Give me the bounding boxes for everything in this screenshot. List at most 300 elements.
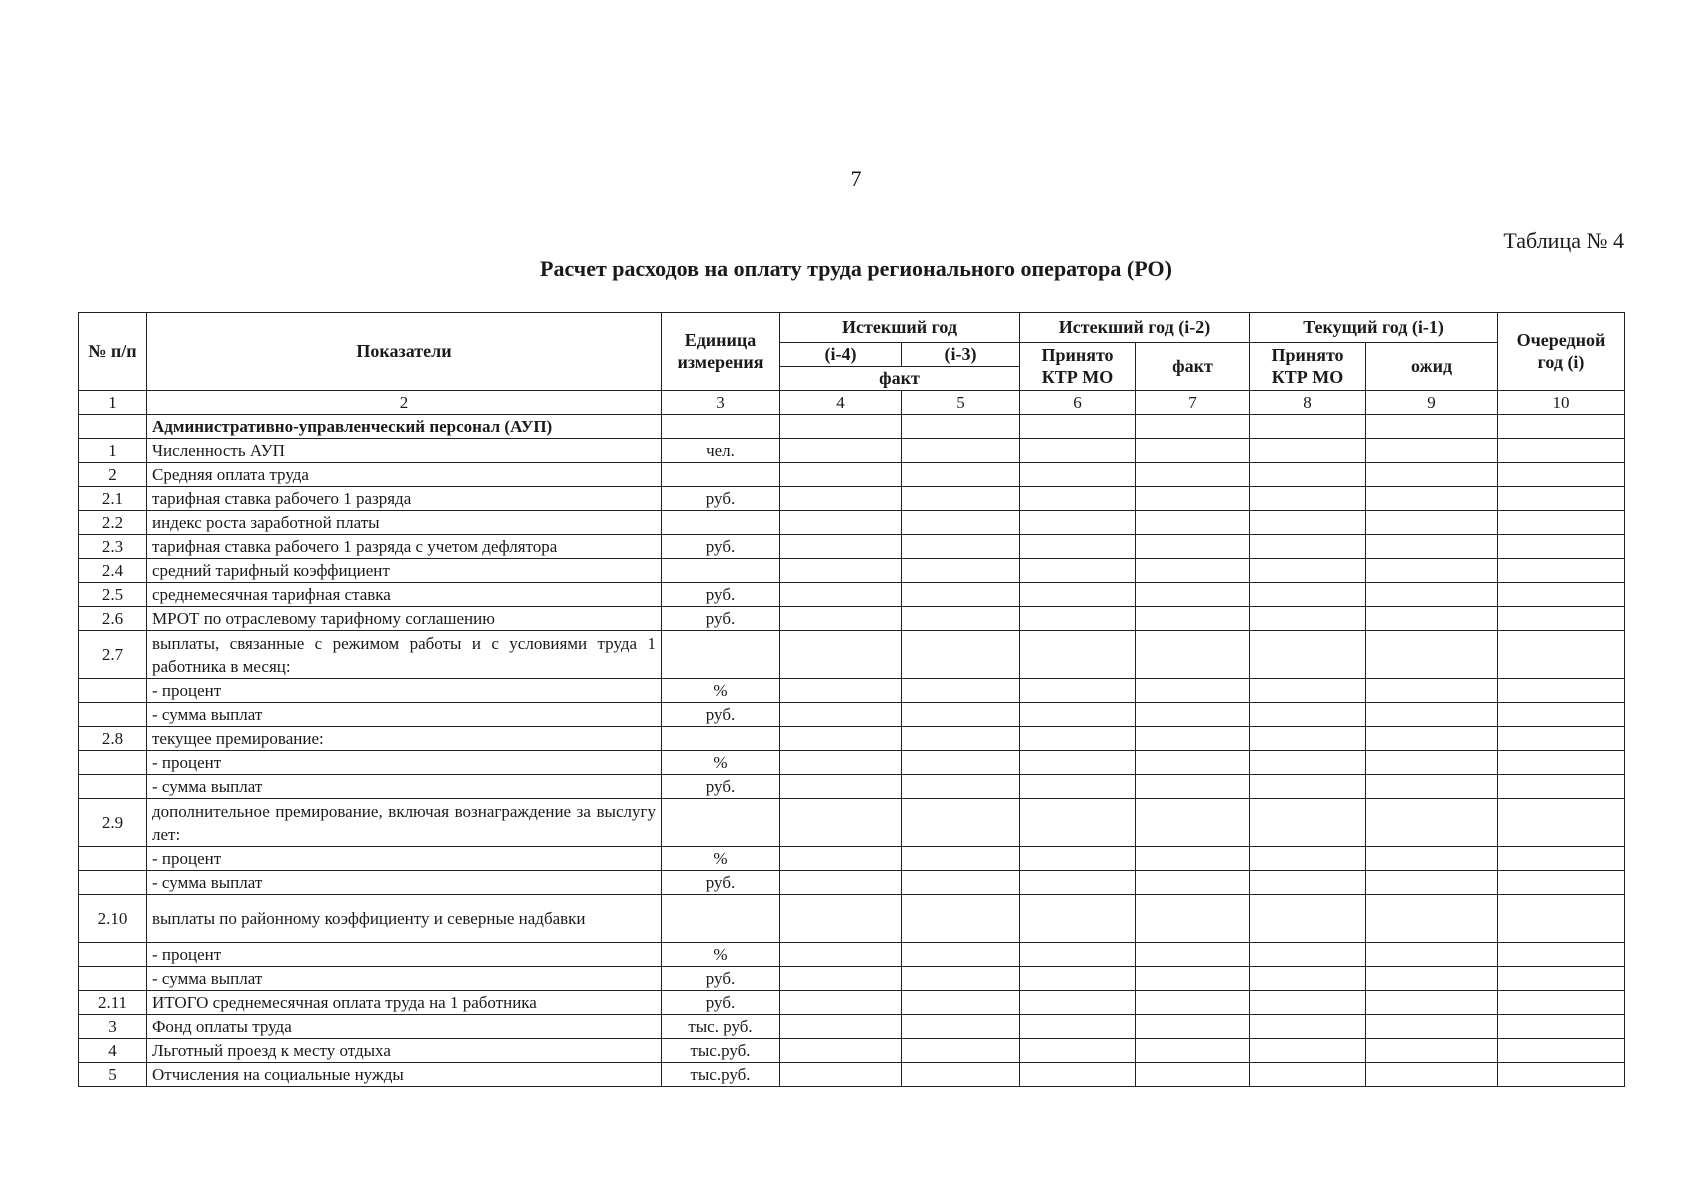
column-number-row <box>79 391 1625 415</box>
header-past-year-i2: Истекший год (i-2) <box>1020 313 1250 343</box>
value-cell <box>1366 439 1498 463</box>
value-cell <box>1498 679 1625 703</box>
value-cell <box>1250 847 1366 871</box>
header-current-year: Текущий год (i-1) <box>1250 313 1498 343</box>
indicator-name: Отчисления на социальные нужды <box>147 1063 662 1087</box>
table-row <box>79 991 1625 1015</box>
value-cell <box>902 967 1020 991</box>
value-cell <box>1136 463 1250 487</box>
value-cell <box>1250 727 1366 751</box>
value-cell <box>1498 895 1625 943</box>
table-row <box>79 631 1625 679</box>
table-body <box>79 415 1625 1087</box>
value-cell <box>1136 631 1250 679</box>
value-cell <box>902 775 1020 799</box>
value-cell <box>1020 463 1136 487</box>
value-cell <box>1136 847 1250 871</box>
value-cell <box>780 631 902 679</box>
value-cell <box>1250 1039 1366 1063</box>
value-cell <box>1498 559 1625 583</box>
value-cell <box>902 535 1020 559</box>
row-number: 2.9 <box>79 799 147 847</box>
value-cell <box>1498 1039 1625 1063</box>
value-cell <box>1366 1039 1498 1063</box>
value-cell <box>1498 583 1625 607</box>
unit-cell <box>662 415 780 439</box>
indicator-name: - процент <box>147 847 662 871</box>
indicator-name: Фонд оплаты труда <box>147 1015 662 1039</box>
table-row <box>79 967 1625 991</box>
value-cell <box>780 583 902 607</box>
row-number: 5 <box>79 1063 147 1087</box>
value-cell <box>1498 703 1625 727</box>
column-number: 8 <box>1250 391 1366 415</box>
value-cell <box>1136 535 1250 559</box>
value-cell <box>1366 487 1498 511</box>
value-cell <box>1250 799 1366 847</box>
table-row <box>79 415 1625 439</box>
value-cell <box>1498 487 1625 511</box>
value-cell <box>902 487 1020 511</box>
unit-cell <box>662 631 780 679</box>
table-row <box>79 871 1625 895</box>
value-cell <box>1250 679 1366 703</box>
indicator-name: тарифная ставка рабочего 1 разряда <box>147 487 662 511</box>
value-cell <box>902 943 1020 967</box>
value-cell <box>1020 1063 1136 1087</box>
row-number: 2.4 <box>79 559 147 583</box>
unit-cell: руб. <box>662 703 780 727</box>
value-cell <box>1020 1015 1136 1039</box>
value-cell <box>902 559 1020 583</box>
value-cell <box>780 1039 902 1063</box>
value-cell <box>1498 463 1625 487</box>
value-cell <box>1020 1039 1136 1063</box>
indicator-name: Численность АУП <box>147 439 662 463</box>
value-cell <box>1250 583 1366 607</box>
value-cell <box>1020 631 1136 679</box>
unit-cell <box>662 511 780 535</box>
value-cell <box>902 607 1020 631</box>
value-cell <box>1136 511 1250 535</box>
value-cell <box>780 511 902 535</box>
value-cell <box>1136 895 1250 943</box>
value-cell <box>1136 751 1250 775</box>
value-cell <box>1498 727 1625 751</box>
value-cell <box>1366 1063 1498 1087</box>
indicator-name: средний тарифный коэффициент <box>147 559 662 583</box>
row-number: 4 <box>79 1039 147 1063</box>
unit-cell <box>662 559 780 583</box>
value-cell <box>780 799 902 847</box>
table-row <box>79 679 1625 703</box>
value-cell <box>780 1063 902 1087</box>
value-cell <box>1020 727 1136 751</box>
unit-cell: руб. <box>662 607 780 631</box>
value-cell <box>1136 583 1250 607</box>
unit-cell: тыс.руб. <box>662 1063 780 1087</box>
row-number: 2.8 <box>79 727 147 751</box>
value-cell <box>902 871 1020 895</box>
value-cell <box>780 415 902 439</box>
value-cell <box>1020 991 1136 1015</box>
value-cell <box>1366 775 1498 799</box>
row-number: 2.2 <box>79 511 147 535</box>
value-cell <box>780 1015 902 1039</box>
value-cell <box>1250 967 1366 991</box>
value-cell <box>902 583 1020 607</box>
value-cell <box>1366 871 1498 895</box>
value-cell <box>1136 967 1250 991</box>
value-cell <box>1136 415 1250 439</box>
unit-cell: руб. <box>662 775 780 799</box>
header-indicators: Показатели <box>147 313 662 391</box>
unit-cell <box>662 799 780 847</box>
value-cell <box>780 991 902 1015</box>
column-number: 3 <box>662 391 780 415</box>
document-title: Расчет расходов на оплату труда регионального оператора (РО) <box>540 256 1172 281</box>
value-cell <box>780 679 902 703</box>
column-number: 7 <box>1136 391 1250 415</box>
value-cell <box>1498 799 1625 847</box>
value-cell <box>902 991 1020 1015</box>
value-cell <box>1136 727 1250 751</box>
table-row <box>79 511 1625 535</box>
value-cell <box>1366 463 1498 487</box>
value-cell <box>780 439 902 463</box>
table-row <box>79 1015 1625 1039</box>
value-cell <box>1136 607 1250 631</box>
value-cell <box>1020 487 1136 511</box>
table-row <box>79 559 1625 583</box>
value-cell <box>780 751 902 775</box>
value-cell <box>1498 511 1625 535</box>
row-number <box>79 871 147 895</box>
indicator-name: - сумма выплат <box>147 775 662 799</box>
indicator-name: Льготный проезд к месту отдыха <box>147 1039 662 1063</box>
table-row <box>79 463 1625 487</box>
section-heading: Административно-управленческий персонал (АУП) <box>147 415 662 439</box>
value-cell <box>1366 703 1498 727</box>
indicator-name: выплаты, связанные с режимом работы и с условиями труда 1 работника в месяц: <box>147 631 662 679</box>
value-cell <box>1020 415 1136 439</box>
indicator-name: - сумма выплат <box>147 703 662 727</box>
value-cell <box>1366 967 1498 991</box>
table-row <box>79 943 1625 967</box>
value-cell <box>1136 679 1250 703</box>
header-expected: ожид <box>1366 343 1498 391</box>
indicator-name: дополнительное премирование, включая вознаграждение за выслугу лет: <box>147 799 662 847</box>
value-cell <box>1020 751 1136 775</box>
header-i4: (i-4) <box>780 343 902 367</box>
column-number: 2 <box>147 391 662 415</box>
table-row <box>79 535 1625 559</box>
value-cell <box>902 799 1020 847</box>
indicator-name: текущее премирование: <box>147 727 662 751</box>
value-cell <box>1136 799 1250 847</box>
table-row <box>79 487 1625 511</box>
value-cell <box>1020 559 1136 583</box>
table-label: Таблица № 4 <box>1503 228 1624 253</box>
unit-cell: тыс.руб. <box>662 1039 780 1063</box>
value-cell <box>780 967 902 991</box>
value-cell <box>1366 583 1498 607</box>
value-cell <box>902 631 1020 679</box>
row-number <box>79 703 147 727</box>
value-cell <box>1020 439 1136 463</box>
unit-cell: руб. <box>662 535 780 559</box>
value-cell <box>780 559 902 583</box>
unit-cell: % <box>662 847 780 871</box>
value-cell <box>780 727 902 751</box>
unit-cell: руб. <box>662 871 780 895</box>
value-cell <box>1136 1039 1250 1063</box>
table-row <box>79 1063 1625 1087</box>
value-cell <box>1020 943 1136 967</box>
value-cell <box>780 847 902 871</box>
value-cell <box>1020 511 1136 535</box>
value-cell <box>1366 1015 1498 1039</box>
header-next-year: Очередной год (i) <box>1498 313 1625 391</box>
value-cell <box>1020 967 1136 991</box>
value-cell <box>780 535 902 559</box>
value-cell <box>1136 703 1250 727</box>
row-number: 2.5 <box>79 583 147 607</box>
value-cell <box>1020 583 1136 607</box>
indicator-name: - процент <box>147 751 662 775</box>
table-row <box>79 799 1625 847</box>
value-cell <box>1250 871 1366 895</box>
indicator-name: - сумма выплат <box>147 967 662 991</box>
value-cell <box>902 895 1020 943</box>
column-number: 6 <box>1020 391 1136 415</box>
row-number: 2.10 <box>79 895 147 943</box>
column-number: 1 <box>79 391 147 415</box>
value-cell <box>902 751 1020 775</box>
value-cell <box>1136 871 1250 895</box>
value-cell <box>902 1063 1020 1087</box>
header-fact: факт <box>780 367 1020 391</box>
row-number: 2.6 <box>79 607 147 631</box>
value-cell <box>1250 1063 1366 1087</box>
value-cell <box>1498 439 1625 463</box>
value-cell <box>1136 559 1250 583</box>
value-cell <box>902 1015 1020 1039</box>
value-cell <box>780 895 902 943</box>
value-cell <box>1136 439 1250 463</box>
row-number: 2.3 <box>79 535 147 559</box>
value-cell <box>1020 679 1136 703</box>
header-i3: (i-3) <box>902 343 1020 367</box>
header-past-year: Истекший год <box>780 313 1020 343</box>
row-number <box>79 847 147 871</box>
indicator-name: - процент <box>147 679 662 703</box>
table-row <box>79 727 1625 751</box>
value-cell <box>1498 967 1625 991</box>
value-cell <box>1498 871 1625 895</box>
wage-expense-table <box>78 312 1625 1087</box>
value-cell <box>1366 727 1498 751</box>
row-number: 3 <box>79 1015 147 1039</box>
header-accepted-ktr-1: Принято КТР МО <box>1020 343 1136 391</box>
unit-cell: руб. <box>662 487 780 511</box>
unit-cell: % <box>662 679 780 703</box>
value-cell <box>1020 775 1136 799</box>
value-cell <box>1136 943 1250 967</box>
value-cell <box>902 1039 1020 1063</box>
row-number: 1 <box>79 439 147 463</box>
value-cell <box>1020 895 1136 943</box>
value-cell <box>780 487 902 511</box>
row-number <box>79 967 147 991</box>
unit-cell: тыс. руб. <box>662 1015 780 1039</box>
row-number: 2.11 <box>79 991 147 1015</box>
value-cell <box>1366 895 1498 943</box>
value-cell <box>1136 1063 1250 1087</box>
table-row <box>79 607 1625 631</box>
value-cell <box>1250 511 1366 535</box>
value-cell <box>1498 607 1625 631</box>
unit-cell <box>662 463 780 487</box>
value-cell <box>1498 847 1625 871</box>
value-cell <box>1366 415 1498 439</box>
value-cell <box>780 943 902 967</box>
row-number <box>79 943 147 967</box>
value-cell <box>1250 559 1366 583</box>
value-cell <box>1498 1063 1625 1087</box>
value-cell <box>1250 439 1366 463</box>
value-cell <box>1498 943 1625 967</box>
value-cell <box>1250 487 1366 511</box>
value-cell <box>1250 751 1366 775</box>
value-cell <box>1498 1015 1625 1039</box>
row-number <box>79 679 147 703</box>
value-cell <box>1250 703 1366 727</box>
table-row <box>79 439 1625 463</box>
value-cell <box>1020 799 1136 847</box>
table-header <box>79 313 1625 415</box>
value-cell <box>1020 535 1136 559</box>
value-cell <box>902 703 1020 727</box>
indicator-name: тарифная ставка рабочего 1 разряда с учетом дефлятора <box>147 535 662 559</box>
indicator-name: выплаты по районному коэффициенту и северные надбавки <box>147 895 662 943</box>
row-number <box>79 415 147 439</box>
value-cell <box>1498 631 1625 679</box>
value-cell <box>1250 991 1366 1015</box>
value-cell <box>1366 679 1498 703</box>
row-number <box>79 775 147 799</box>
table-row <box>79 847 1625 871</box>
indicator-name: - сумма выплат <box>147 871 662 895</box>
value-cell <box>902 679 1020 703</box>
row-number: 2 <box>79 463 147 487</box>
header-num: № п/п <box>79 313 147 391</box>
value-cell <box>1498 751 1625 775</box>
value-cell <box>1136 991 1250 1015</box>
value-cell <box>1498 775 1625 799</box>
value-cell <box>1020 703 1136 727</box>
value-cell <box>1366 943 1498 967</box>
table-row <box>79 775 1625 799</box>
value-cell <box>1366 631 1498 679</box>
value-cell <box>1020 871 1136 895</box>
row-number: 2.1 <box>79 487 147 511</box>
value-cell <box>902 511 1020 535</box>
value-cell <box>1136 775 1250 799</box>
indicator-name: Средняя оплата труда <box>147 463 662 487</box>
value-cell <box>902 847 1020 871</box>
value-cell <box>780 775 902 799</box>
column-number: 4 <box>780 391 902 415</box>
row-number: 2.7 <box>79 631 147 679</box>
value-cell <box>780 463 902 487</box>
indicator-name: ИТОГО среднемесячная оплата труда на 1 работника <box>147 991 662 1015</box>
value-cell <box>780 703 902 727</box>
value-cell <box>1366 607 1498 631</box>
value-cell <box>902 727 1020 751</box>
table-row <box>79 895 1625 943</box>
value-cell <box>780 871 902 895</box>
column-number: 5 <box>902 391 1020 415</box>
value-cell <box>1250 463 1366 487</box>
value-cell <box>1366 847 1498 871</box>
header-unit: Единица измерения <box>662 313 780 391</box>
value-cell <box>1250 775 1366 799</box>
header-accepted-ktr-2: Принято КТР МО <box>1250 343 1366 391</box>
value-cell <box>1498 535 1625 559</box>
value-cell <box>1250 607 1366 631</box>
indicator-name: МРОТ по отраслевому тарифному соглашению <box>147 607 662 631</box>
unit-cell: % <box>662 751 780 775</box>
value-cell <box>1250 1015 1366 1039</box>
unit-cell <box>662 895 780 943</box>
value-cell <box>902 463 1020 487</box>
value-cell <box>902 415 1020 439</box>
value-cell <box>1136 1015 1250 1039</box>
unit-cell: % <box>662 943 780 967</box>
value-cell <box>1020 607 1136 631</box>
page-number: 7 <box>850 166 862 191</box>
value-cell <box>1498 415 1625 439</box>
value-cell <box>1366 559 1498 583</box>
indicator-name: - процент <box>147 943 662 967</box>
unit-cell: руб. <box>662 967 780 991</box>
unit-cell: чел. <box>662 439 780 463</box>
indicator-name: индекс роста заработной платы <box>147 511 662 535</box>
unit-cell: руб. <box>662 991 780 1015</box>
table-row <box>79 1039 1625 1063</box>
value-cell <box>1366 535 1498 559</box>
unit-cell <box>662 727 780 751</box>
value-cell <box>1250 943 1366 967</box>
value-cell <box>1250 415 1366 439</box>
column-number: 10 <box>1498 391 1625 415</box>
indicator-name: среднемесячная тарифная ставка <box>147 583 662 607</box>
column-number: 9 <box>1366 391 1498 415</box>
value-cell <box>1366 799 1498 847</box>
value-cell <box>780 607 902 631</box>
row-number <box>79 751 147 775</box>
value-cell <box>1498 991 1625 1015</box>
unit-cell: руб. <box>662 583 780 607</box>
header-fact-i2: факт <box>1136 343 1250 391</box>
table-row <box>79 583 1625 607</box>
value-cell <box>1366 991 1498 1015</box>
table-row <box>79 703 1625 727</box>
value-cell <box>1366 511 1498 535</box>
table-row <box>79 751 1625 775</box>
value-cell <box>1250 535 1366 559</box>
